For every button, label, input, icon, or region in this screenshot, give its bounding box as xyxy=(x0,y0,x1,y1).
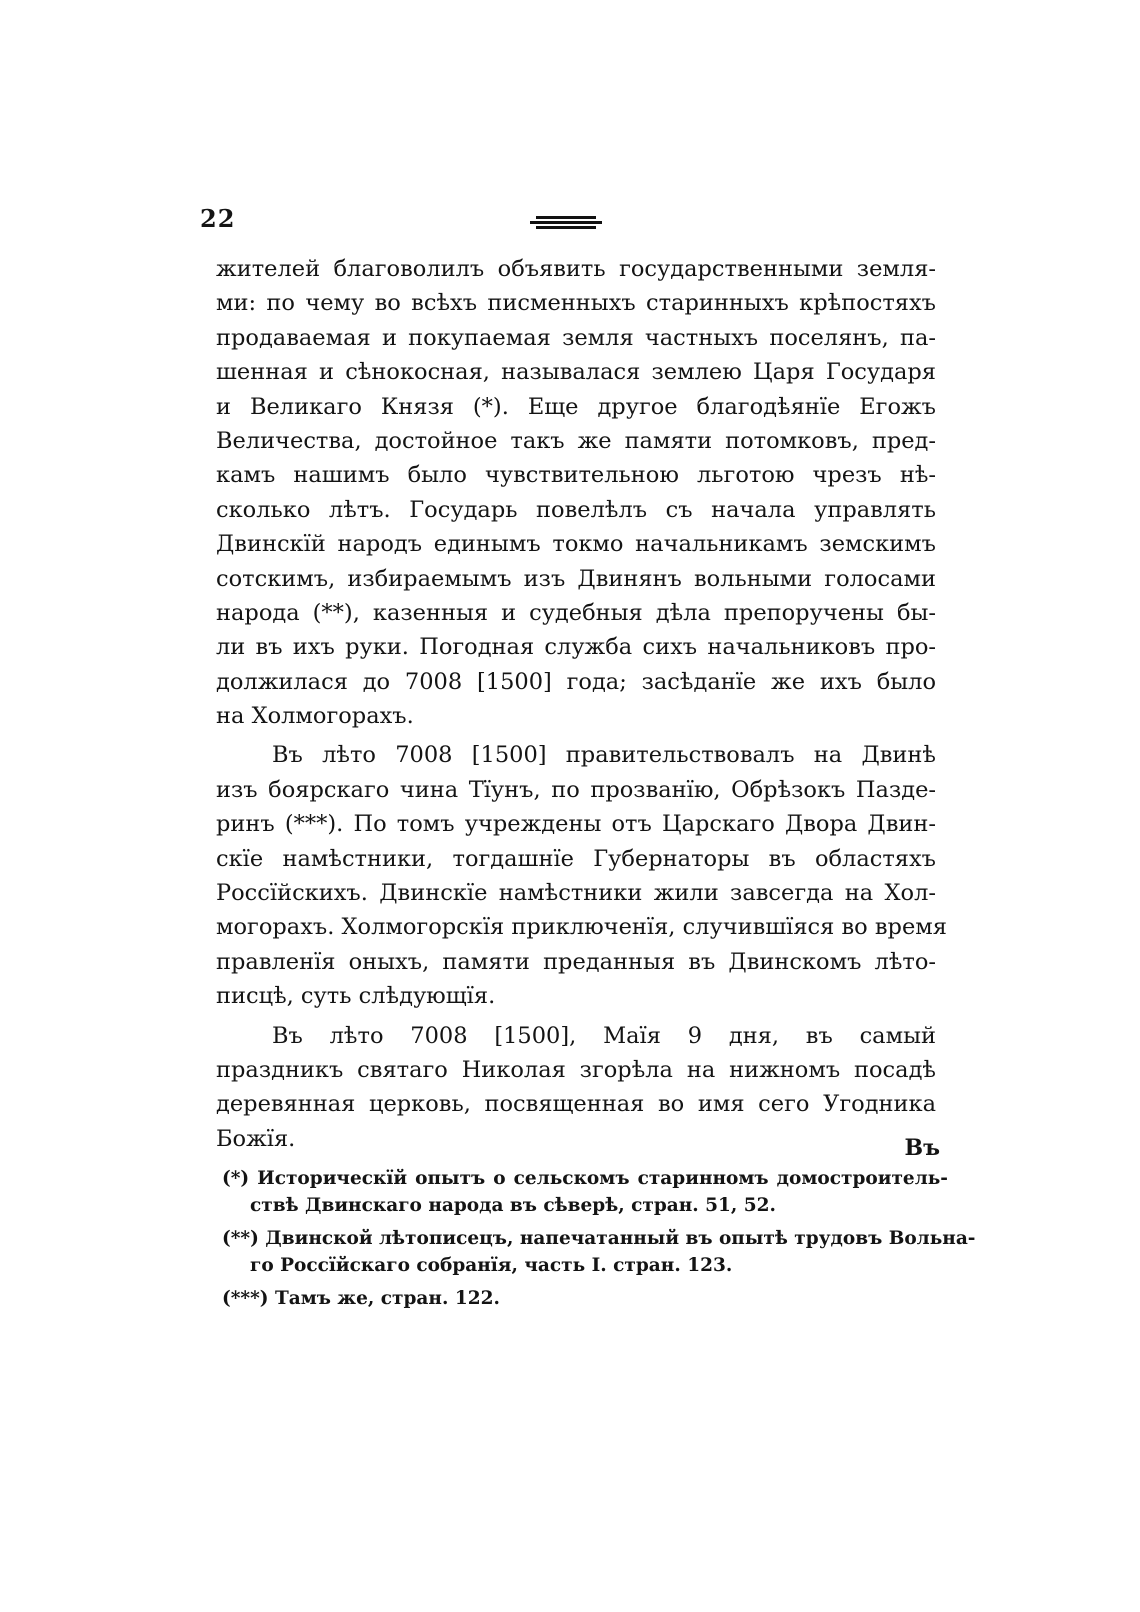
text-line: жителей благоволилъ объявить государственными земля- xyxy=(216,256,936,282)
page-header xyxy=(200,202,960,242)
text-line: писцѣ, суть слѣдующїя. xyxy=(216,983,496,1010)
text-line: Божїя. xyxy=(216,1125,296,1152)
text-line: шенная и сѣнокосная, называлася землею Царя Государя xyxy=(216,359,936,386)
text-line: Въ лѣто 7008 [1500], Маїя 9 дня, въ самый xyxy=(272,1022,936,1049)
header-ornament xyxy=(530,216,602,228)
text-line: ми: по чему во всѣхъ писменныхъ старинныхъ крѣпостяхъ xyxy=(216,290,936,317)
text-line: Въ лѣто 7008 [1500] правительствовалъ на Двинѣ xyxy=(272,742,936,769)
footnote-line: (**) Двинской лѣтописецъ, напечатанный въ опытѣ трудовъ Вольна- xyxy=(222,1228,976,1249)
text-line: ринъ (***). По томъ учреждены отъ Царскаго Двора Двин- xyxy=(216,811,936,838)
text-line: камъ нашимъ было чувствительною льготою чрезъ нѣ- xyxy=(216,462,936,489)
text-line: могорахъ. Холмогорскїя приключенїя, случившїяся во время xyxy=(216,914,947,941)
text-line: сколько лѣтъ. Государь повелѣлъ съ начала управлять xyxy=(216,496,936,523)
text-line: Двинскїй народъ единымъ токмо начальникамъ земскимъ xyxy=(216,531,936,558)
footnotes xyxy=(222,1165,976,1312)
text-line: изъ боярскаго чина Тїунъ, по прозванїю, Обрѣзокъ Пазде- xyxy=(216,776,936,803)
text-line: народа (**), казенныя и судебныя дѣла препоручены бы- xyxy=(216,599,936,626)
text-line: на Холмогорахъ. xyxy=(216,703,414,730)
footnote-line: (*) Историческїй опытъ о сельскомъ старинномъ домостроитель- xyxy=(222,1168,948,1189)
text-line: Величества, достойное такъ же памяти потомковъ, пред- xyxy=(216,427,936,454)
text-line: правленїя оныхъ, памяти преданныя въ Двинскомъ лѣто- xyxy=(216,948,936,975)
text-line: Россїйскихъ. Двинскїе намѣстники жили завсегда на Хол- xyxy=(216,880,936,907)
text-line: праздникъ святаго Николая згорѣла на нижномъ посадѣ xyxy=(216,1056,936,1083)
page-number: 22 xyxy=(200,204,236,233)
footnote-line: го Россїйскаго собранїя, часть I. стран. 123. xyxy=(250,1255,733,1276)
text-line: деревянная церковь, посвященная во имя сего Угодника xyxy=(216,1091,936,1118)
footnote-line: (***) Тамъ же, стран. 122. xyxy=(222,1288,500,1309)
main-text xyxy=(216,252,947,1156)
text-line: сотскимъ, избираемымъ изъ Двинянъ вольными голосами xyxy=(216,565,936,592)
text-line: ли въ ихъ руки. Погодная служба сихъ начальниковъ про- xyxy=(216,634,936,661)
text-line: и Великаго Князя (*). Еще другое благодѣянїе Егожъ xyxy=(216,393,936,420)
text-line: скїе намѣстники, тогдашнїе Губернаторы въ областяхъ xyxy=(216,845,936,872)
footnote-line: ствѣ Двинскаго народа въ сѣверѣ, стран. 51, 52. xyxy=(250,1195,776,1216)
text-line: продаваемая и покупаемая земля частныхъ поселянъ, па- xyxy=(216,324,936,351)
catchword: Въ xyxy=(904,1135,940,1161)
text-line: должилася до 7008 [1500] года; засѣданїе же ихъ было xyxy=(216,668,936,695)
